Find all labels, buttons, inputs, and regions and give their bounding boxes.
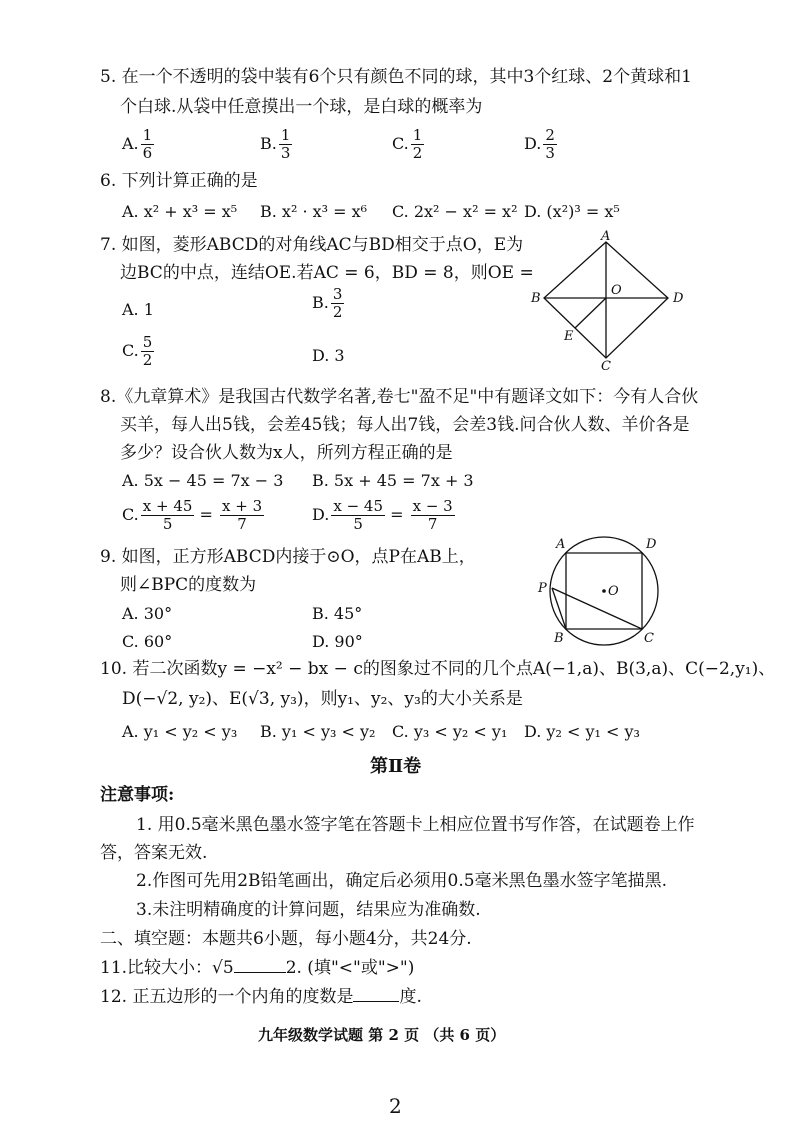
label-b: B — [554, 631, 564, 646]
q7-line1: 7. 如图，菱形ABCD的对角线AC与BD相交于点O，E为 — [100, 235, 524, 255]
label-a: A — [601, 230, 611, 244]
q8-line3: 多少？设合伙人数为x人，所列方程正确的是 — [120, 443, 453, 463]
q8-option-a: A. 5x − 45 = 7x − 3 — [122, 471, 284, 490]
q6-option-d: D. (x²)³ = x⁵ — [524, 202, 620, 221]
part2-heading: 二、填空题：本题共6小题，每小题4分，共24分. — [100, 929, 472, 949]
q9-option-d: D. 90° — [312, 632, 363, 651]
q9-line2: 则∠BPC的度数为 — [120, 575, 257, 595]
notice-heading: 注意事项: — [100, 785, 175, 805]
q9-line1: 9. 如图，正方形ABCD内接于⊙O，点P在AB上， — [100, 547, 476, 567]
segment-pb — [552, 588, 566, 629]
q10-option-a: A. y₁ < y₂ < y₃ — [122, 722, 238, 741]
q10-line1: 10. 若二次函数y = −x² − bx − c的图象过不同的几个点A(−1,a)、B(3,a)、C(−2,y₁)、 — [100, 659, 776, 679]
label-o: O — [608, 584, 619, 599]
q5-option-d: D. $\frac{2}{3}$ — [524, 126, 555, 162]
q5-option-a: A. $\frac{1}{6}$ — [122, 126, 153, 162]
center-dot — [602, 589, 606, 593]
q8-option-b: B. 5x + 45 = 7x + 3 — [312, 471, 474, 490]
q12: 12. 正五边形的一个内角的度数是 度. — [100, 987, 422, 1007]
q9-option-b: B. 45° — [312, 604, 363, 623]
notice-1a: 1. 用0.5毫米黑色墨水签字笔在答题卡上相应位置书写作答，在试题卷上作 — [136, 815, 695, 835]
q7-option-b: B. $\frac{3}{2}$ — [312, 285, 343, 321]
q12-answer-blank — [353, 1001, 399, 1002]
q8-option-c: C. $\frac{x + 45}{5}$ = $\frac{x + 3}{7}$ — [122, 497, 263, 533]
q5-option-c: C. $\frac{1}{2}$ — [392, 126, 423, 162]
section-title: 第Ⅱ卷 — [370, 756, 422, 777]
q7-option-c: C. $\frac{5}{2}$ — [122, 333, 153, 369]
q5-option-b: B. $\frac{1}{3}$ — [260, 126, 291, 162]
label-d: D — [673, 291, 684, 306]
page-number: 2 — [389, 1094, 402, 1118]
q7-rhombus-figure — [528, 230, 694, 372]
label-d: D — [646, 537, 657, 552]
q6-option-a: A. x² + x³ = x⁵ — [122, 202, 238, 221]
label-a: A — [556, 537, 566, 552]
q8-option-d: D. $\frac{x - 45}{5}$ = $\frac{x - 3}{7}$ — [312, 497, 453, 533]
label-p: P — [538, 581, 547, 596]
label-o: O — [611, 283, 622, 298]
q7-option-d: D. 3 — [312, 346, 345, 365]
segment-oe — [575, 298, 606, 328]
q6-line1: 6. 下列计算正确的是 — [100, 171, 258, 191]
q5-line2: 个白球.从袋中任意摸出一个球，是白球的概率为 — [120, 97, 483, 117]
q9-circle-figure — [532, 532, 662, 650]
label-b: B — [531, 291, 541, 306]
q11-answer-blank — [234, 972, 286, 973]
q9-option-a: A. 30° — [122, 604, 173, 623]
q6-option-b: B. x² · x³ = x⁶ — [260, 202, 368, 221]
q11: 11.比较大小：√5 2. (填"<"或">") — [100, 958, 415, 978]
label-c: C — [601, 359, 611, 372]
notice-3: 3.未注明精确度的计算问题，结果应为准确数. — [136, 900, 481, 920]
q10-option-d: D. y₂ < y₁ < y₃ — [524, 722, 640, 741]
label-e: E — [564, 329, 574, 344]
notice-1b: 答，答案无效. — [100, 843, 208, 863]
q7-line2: 边BC的中点，连结OE.若AC = 6，BD = 8，则OE = — [120, 263, 534, 283]
q10-line2: D(−√2, y₂)、E(√3, y₃)，则y₁、y₂、y₃的大小关系是 — [122, 689, 523, 709]
q10-option-b: B. y₁ < y₃ < y₂ — [260, 722, 376, 741]
q8-line1: 8.《九章算术》是我国古代数学名著,卷七"盈不足"中有题译文如下：今有人合伙 — [100, 387, 699, 407]
q8-line2: 买羊，每人出5钱，会差45钱；每人出7钱，会差3钱.问合伙人数、羊价各是 — [120, 415, 690, 435]
q6-option-c: C. 2x² − x² = x² — [392, 202, 518, 221]
notice-2: 2.作图可先用2B铅笔画出，确定后必须用0.5毫米黑色墨水签字笔描黑. — [136, 871, 667, 891]
q10-option-c: C. y₃ < y₂ < y₁ — [392, 722, 508, 741]
page-footer: 九年级数学试题 第 2 页 （共 6 页） — [258, 1026, 506, 1044]
label-c: C — [644, 631, 654, 646]
q9-option-c: C. 60° — [122, 632, 173, 651]
q5-line1: 5. 在一个不透明的袋中装有6个只有颜色不同的球，其中3个红球、2个黄球和1 — [100, 67, 692, 87]
q7-option-a: A. 1 — [122, 300, 154, 319]
